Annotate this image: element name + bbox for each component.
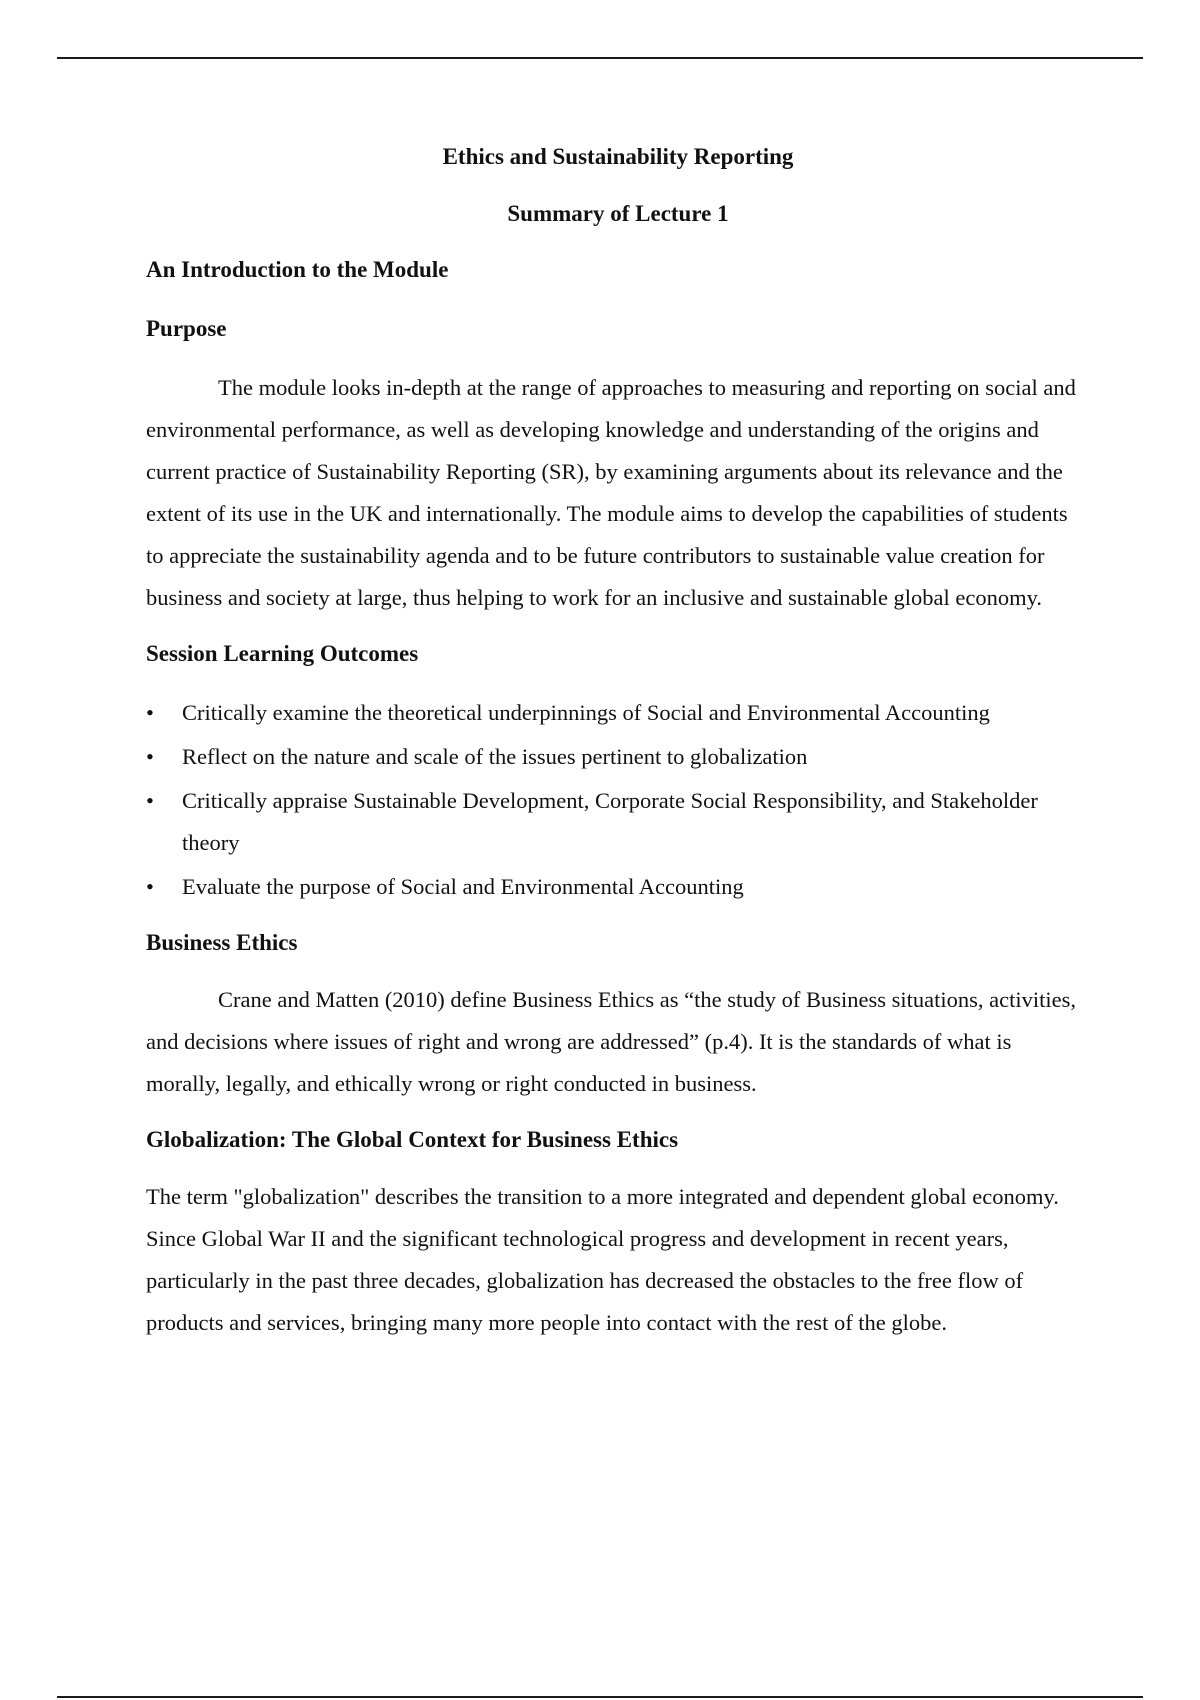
outcome-text: Reflect on the nature and scale of the issues pertinent to globalization xyxy=(182,744,808,769)
ethics-paragraph: Crane and Matten (2010) define Business Ethics as “the study of Business situations, activities, and decisions where issues of right and wrong are addressed” (p.4). It is the standards of what is morally, legally, and ethically wrong or right conducted in business. xyxy=(146,987,1076,1096)
document-title: Ethics and Sustainability Reporting xyxy=(442,144,794,169)
outcome-item xyxy=(146,736,1090,778)
document-subtitle: Summary of Lecture 1 xyxy=(507,201,729,226)
outcome-text: Evaluate the purpose of Social and Environmental Accounting xyxy=(182,874,744,899)
intro-heading: An Introduction to the Module xyxy=(146,257,449,282)
globalization-paragraph: The term "globalization" describes the transition to a more integrated and dependent global economy. Since Global War II and the significant technological progress and development in recent years, particularly in the past three decades, globalization has decreased the obstacles to the free flow of products and services, bringing many more people into contact with the rest of the globe. xyxy=(146,1184,1059,1335)
document-page xyxy=(146,141,1090,1344)
bottom-rule xyxy=(57,1696,1143,1698)
bullet-icon: • xyxy=(146,700,154,725)
ethics-heading: Business Ethics xyxy=(146,930,298,955)
outcome-item xyxy=(146,866,1090,908)
purpose-paragraph: The module looks in-depth at the range of approaches to measuring and reporting on social and environmental performance, as well as developing knowledge and understanding of the origins and current practice of Sustainability Reporting (SR), by examining arguments about its relevance and the extent of its use in the UK and internationally. The module aims to develop the capabilities of students to appreciate the sustainability agenda and to be future contributors to sustainable value creation for business and society at large, thus helping to work for an inclusive and sustainable global economy. xyxy=(146,375,1076,610)
bullet-icon: • xyxy=(146,744,154,769)
purpose-heading: Purpose xyxy=(146,316,227,341)
outcome-text: Critically appraise Sustainable Development, Corporate Social Responsibility, and Stakeholder theory xyxy=(182,788,1038,855)
outcome-item xyxy=(146,692,1090,734)
bullet-icon: • xyxy=(146,788,154,813)
globalization-heading: Globalization: The Global Context for Business Ethics xyxy=(146,1127,679,1152)
outcome-item xyxy=(146,780,1090,864)
outcome-text: Critically examine the theoretical underpinnings of Social and Environmental Accounting xyxy=(182,700,990,725)
outcomes-heading: Session Learning Outcomes xyxy=(146,641,419,666)
outcomes-list xyxy=(146,692,1090,908)
top-rule xyxy=(57,57,1143,59)
bullet-icon: • xyxy=(146,874,154,899)
